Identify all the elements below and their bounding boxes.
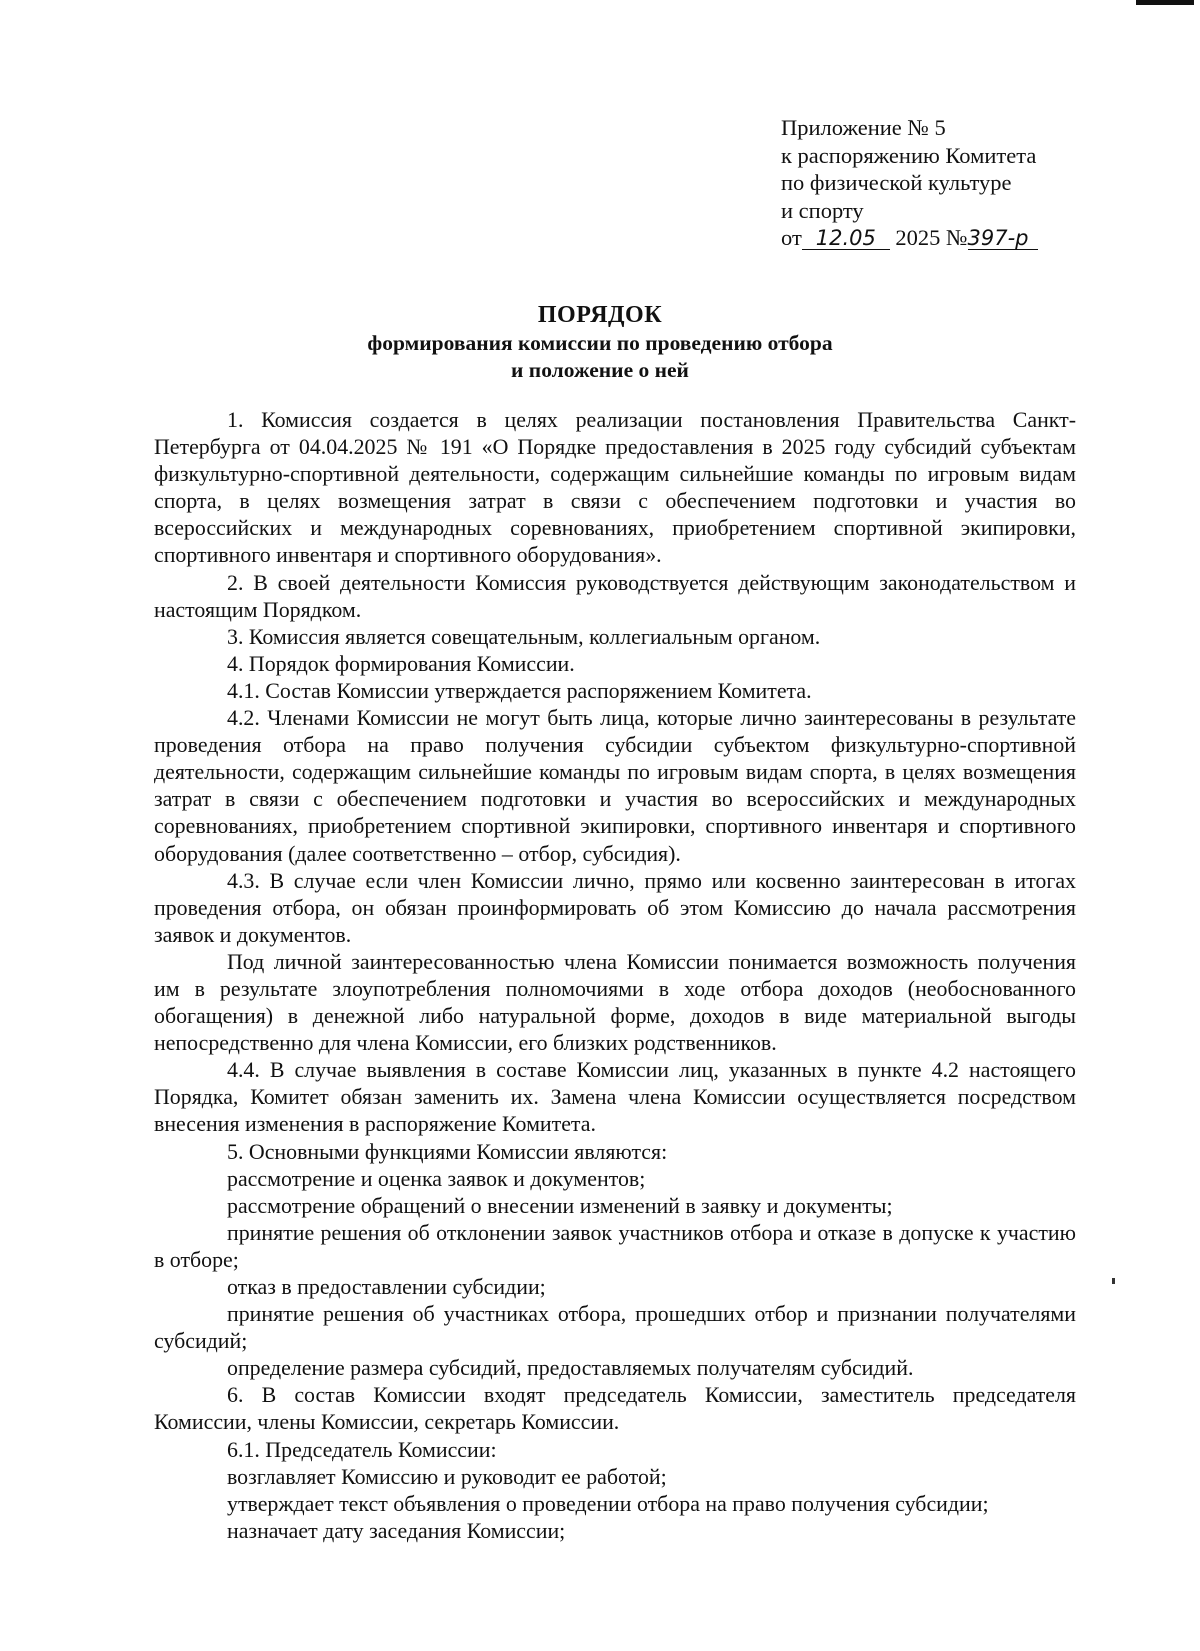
paragraph: определение размера субсидий, предоставляемых получателям субсидий. <box>227 1355 914 1381</box>
title-sub-1: формирования комиссии по проведению отбора <box>367 331 833 355</box>
paragraph: рассмотрение обращений о внесении изменений в заявку и документы; <box>227 1192 893 1218</box>
scan-speck <box>1112 1278 1115 1284</box>
handwritten-date: 12.05 <box>802 227 890 250</box>
appendix-date-line <box>781 224 1111 252</box>
paragraph: отказ в предоставлении субсидии; <box>227 1274 546 1299</box>
document-body <box>154 406 1076 1544</box>
appendix-number: Приложение № 5 <box>781 115 946 140</box>
paragraph: 2. В своей деятельности Комиссия руководствуется действующим законодательством и настоящим Порядком. <box>154 569 1076 622</box>
paragraph: принятие решения об отклонении заявок участников отбора и отказе в допуске к участию в отборе; <box>154 1219 1076 1272</box>
paragraph: 3. Комиссия является совещательным, коллегиальным органом. <box>227 623 821 649</box>
paragraph: назначает дату заседания Комиссии; <box>227 1517 566 1543</box>
date-year: 2025 № <box>895 225 968 250</box>
handwritten-number: 397-р <box>968 227 1038 250</box>
paragraph: утверждает текст объявления о проведении отбора на право получения субсидии; <box>227 1490 989 1516</box>
paragraph: 4. Порядок формирования Комиссии. <box>227 650 575 676</box>
paragraph: рассмотрение и оценка заявок и документов; <box>227 1165 646 1191</box>
date-prefix: от <box>781 225 802 250</box>
paragraph: принятие решения об участниках отбора, прошедших отбор и признании получателями субсидий; <box>154 1301 1076 1354</box>
paragraph: Под личной заинтересованностью члена Комиссии понимается возможность получения им в результате злоупотребления полномочиями в ходе отбора доходов (необоснованного обогащения) в денежной либо натуральной форме, доходов в виде материальной выгоды непосредственно для члена Комиссии, его близких родственников. <box>154 948 1076 1056</box>
corner-scan-mark <box>1136 0 1194 5</box>
paragraph: 4.3. В случае если член Комиссии лично, прямо или косвенно заинтересован в итогах проведения отбора, он обязан проинформировать об этом Комиссию до начала рассмотрения заявок и документов. <box>154 867 1076 947</box>
appendix-line-4: и спорту <box>781 197 864 223</box>
document-title <box>0 300 1200 384</box>
paragraph: 4.4. В случае выявления в составе Комиссии лиц, указанных в пункте 4.2 настоящего Порядка, Комитет обязан заменить их. Замена члена Комиссии осуществляется посредством внесения изменения в распоряжение Комитета. <box>154 1057 1076 1137</box>
paragraph: 4.2. Членами Комиссии не могут быть лица, которые лично заинтересованы в результате проведения отбора на право получения субсидии субъектом физкультурно-спортивной деятельности, содержащим сильнейшие команды по игровым видам спорта, в целях возмещения затрат в связи с обеспечением подготовки и участия во всероссийских и международных соревнованиях, приобретением спортивной экипировки, спортивного инвентаря и спортивного оборудования (далее соответственно – отбор, субсидия). <box>154 705 1076 866</box>
title-main: ПОРЯДОК <box>537 302 663 328</box>
paragraph: 4.1. Состав Комиссии утверждается распоряжением Комитета. <box>227 677 812 703</box>
paragraph: 6. В состав Комиссии входят председатель Комиссии, заместитель председателя Комиссии, члены Комиссии, секретарь Комиссии. <box>154 1382 1076 1435</box>
appendix-line-2: к распоряжению Комитета <box>781 142 1037 168</box>
paragraph: 1. Комиссия создается в целях реализации постановления Правительства Санкт-Петербурга от 04.04.2025 № 191 «О Порядке предоставления в 2025 году субсидий субъектам физкультурно-спортивной деятельности, содержащим сильнейшие команды по игровым видам спорта, в целях возмещения затрат в связи с обеспечением подготовки и участия во всероссийских и международных соревнованиях, приобретением спортивной экипировки, спортивного инвентаря и спортивного оборудования». <box>154 407 1076 568</box>
paragraph: 5. Основными функциями Комиссии являются: <box>227 1138 668 1164</box>
appendix-line-3: по физической культуре <box>781 170 1012 195</box>
title-sub-2: и положение о ней <box>511 358 689 382</box>
paragraph: 6.1. Председатель Комиссии: <box>227 1436 497 1462</box>
paragraph: возглавляет Комиссию и руководит ее работой; <box>227 1463 667 1489</box>
appendix-header <box>781 114 1111 252</box>
